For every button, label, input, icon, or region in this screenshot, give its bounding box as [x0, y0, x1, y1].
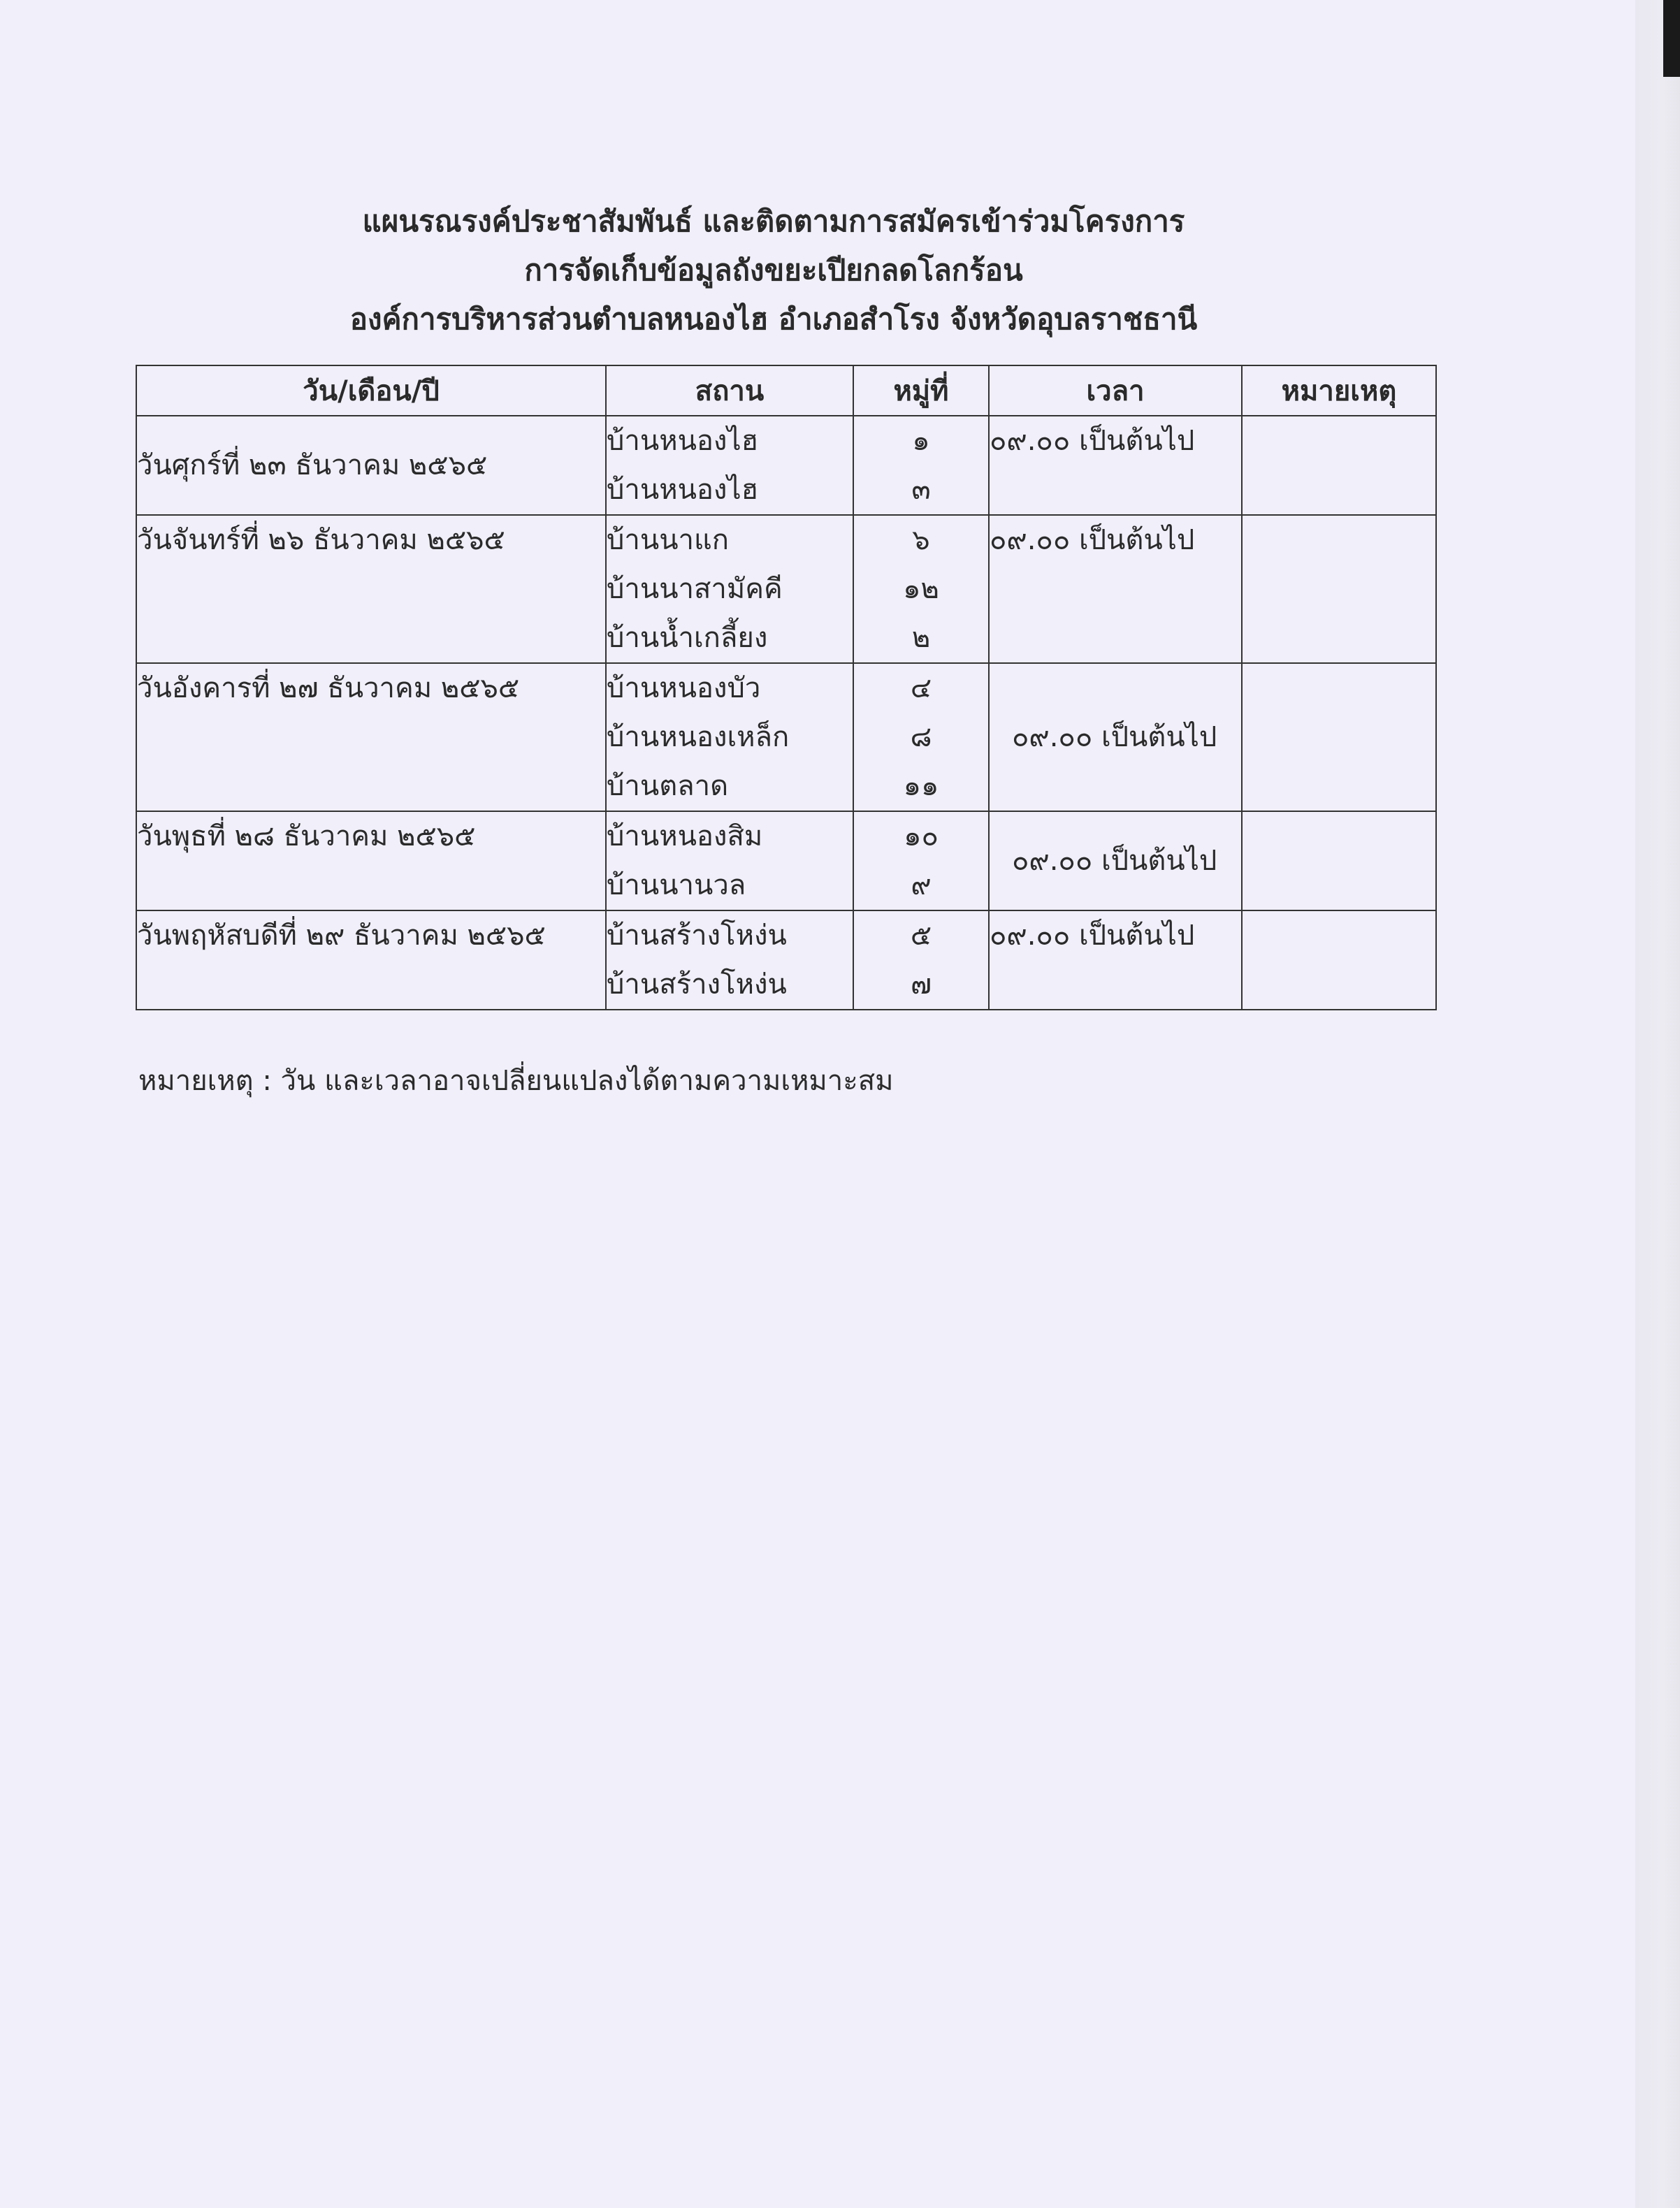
place-text: บ้านหนองบัว [607, 672, 761, 704]
moo-text: ๒ [911, 622, 931, 654]
date-text: วันพฤหัสบดีที่ ๒๙ ธันวาคม ๒๕๖๕ [137, 920, 546, 952]
date-text: วันจันทร์ที่ ๒๖ ธันวาคม ๒๕๖๕ [137, 524, 505, 556]
row-time [989, 416, 1242, 515]
moo-text: ๙ [911, 869, 932, 901]
row-date [136, 663, 606, 811]
row-moo [853, 811, 989, 910]
table-row [136, 515, 1436, 663]
date-text: วันศุกร์ที่ ๒๓ ธันวาคม ๒๕๖๕ [137, 449, 488, 481]
header-moo: หมู่ที่ [853, 365, 989, 416]
row-time [989, 663, 1242, 811]
document-title-line-2: การจัดเก็บข้อมูลถังขยะเปียกลดโลกร้อน [524, 253, 1023, 287]
header-note: หมายเหตุ [1242, 365, 1436, 416]
row-time [989, 515, 1242, 663]
moo-text: ๑๑ [903, 770, 939, 802]
header-date: วัน/เดือน/ปี [136, 365, 606, 416]
row-note [1242, 515, 1436, 663]
row-note [1242, 811, 1436, 910]
place-text: บ้านหนองไฮ [607, 425, 758, 457]
document-title-line-3: องค์การบริหารส่วนตำบลหนองไฮ อำเภอสำโรง จังหวัดอุบลราชธานี [349, 302, 1198, 336]
table-row [136, 663, 1436, 811]
place-text: บ้านหนองเหล็ก [607, 721, 790, 753]
place-text: บ้านนาแก [607, 524, 729, 556]
moo-text: ๗ [910, 968, 932, 1001]
time-text: ๐๙.๐๐ เป็นต้นไป [990, 524, 1195, 556]
time-text: ๐๙.๐๐ เป็นต้นไป [990, 920, 1195, 952]
paper-edge [1635, 0, 1680, 2208]
place-text: บ้านหนองไฮ [607, 474, 758, 506]
schedule-table [136, 365, 1437, 1010]
row-moo [853, 663, 989, 811]
scan-corner-shadow [1663, 0, 1680, 77]
table-row [136, 910, 1436, 1010]
place-text: บ้านสร้างโหง่น [607, 920, 787, 952]
row-places [606, 811, 853, 910]
header-time: เวลา [989, 365, 1242, 416]
row-date [136, 910, 606, 1010]
place-text: บ้านตลาด [607, 770, 729, 802]
table-row [136, 811, 1436, 910]
place-text: บ้านนานวล [607, 869, 746, 901]
row-note [1242, 910, 1436, 1010]
place-text: บ้านสร้างโหง่น [607, 968, 787, 1001]
table-row [136, 416, 1436, 515]
row-note [1242, 663, 1436, 811]
row-date [136, 416, 606, 515]
moo-text: ๑ [912, 425, 930, 457]
moo-text: ๓ [911, 474, 931, 506]
row-time [989, 910, 1242, 1010]
moo-text: ๖ [912, 524, 930, 556]
footnote: หมายเหตุ : วัน และเวลาอาจเปลี่ยนแปลงได้ตามความเหมาะสม [138, 1065, 894, 1097]
place-text: บ้านนาสามัคคี [607, 573, 783, 605]
date-text: วันอังคารที่ ๒๗ ธันวาคม ๒๕๖๕ [137, 672, 520, 704]
moo-text: ๔ [910, 672, 932, 704]
row-moo [853, 515, 989, 663]
row-date [136, 515, 606, 663]
place-text: บ้านหนองสิม [607, 820, 763, 852]
document-title-line-1: แผนรณรงค์ประชาสัมพันธ์ และติดตามการสมัครเข้าร่วมโครงการ [362, 204, 1185, 238]
row-places [606, 515, 853, 663]
row-places [606, 910, 853, 1010]
moo-text: ๑๒ [903, 573, 939, 605]
row-places [606, 663, 853, 811]
place-text: บ้านน้ำเกลี้ยง [607, 622, 768, 654]
moo-text: ๑๐ [904, 820, 939, 852]
table-header-row [136, 365, 1436, 416]
moo-text: ๕ [910, 920, 932, 952]
row-moo [853, 416, 989, 515]
time-text: ๐๙.๐๐ เป็นต้นไป [990, 425, 1195, 457]
time-text: ๐๙.๐๐ เป็นต้นไป [1012, 721, 1217, 753]
row-note [1242, 416, 1436, 515]
row-date [136, 811, 606, 910]
row-moo [853, 910, 989, 1010]
header-place: สถาน [606, 365, 853, 416]
row-places [606, 416, 853, 515]
date-text: วันพุธที่ ๒๘ ธันวาคม ๒๕๖๕ [137, 820, 476, 852]
time-text: ๐๙.๐๐ เป็นต้นไป [1012, 845, 1217, 877]
moo-text: ๘ [910, 721, 932, 753]
row-time [989, 811, 1242, 910]
